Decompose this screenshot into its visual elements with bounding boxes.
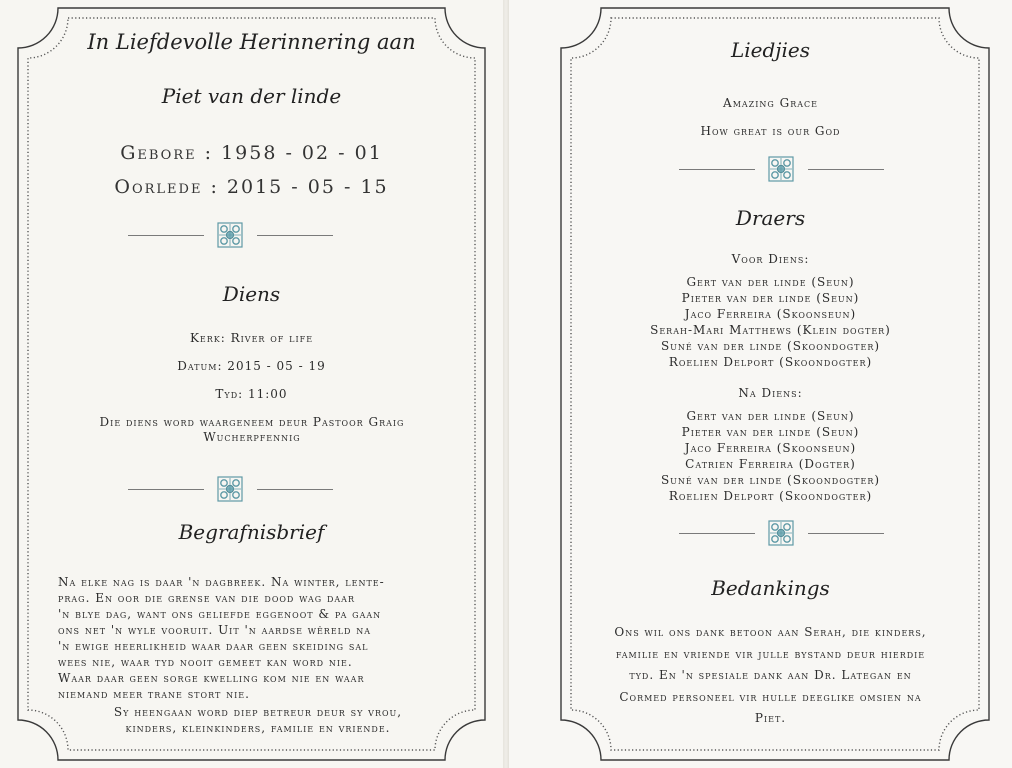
service-time-text: Tyd: 11:00 <box>215 387 288 401</box>
letter-line: prag. En oor die grense van die dood wag daar <box>58 591 355 605</box>
list-item: Gert van der linde (Seun) <box>686 409 855 423</box>
list-item: Jaco Ferreira (Skoonseun) <box>684 307 857 321</box>
mourners-line: Sy heengaan word diep betreur deur sy vrou, <box>113 705 403 719</box>
letter-line: ons net 'n wyle vooruit. Uit 'n aardse wêreld na <box>58 623 371 637</box>
divider <box>0 222 503 250</box>
letter-body <box>58 574 458 702</box>
mourners-line: kinders, kleinkinders, familie en vriende. <box>125 721 391 735</box>
before-service-label: Voor Diens: <box>731 252 810 266</box>
ornament-icon <box>217 222 243 248</box>
letter-line: wees nie, waar tyd nooit gemeet kan word nie. <box>58 655 353 669</box>
letter-line: niemand meer trane stort nie. <box>58 687 250 701</box>
thanks-line: Ons wil ons dank betoon aan Serah, die kinders, <box>614 625 927 639</box>
list-item: Pieter van der linde (Seun) <box>681 425 860 439</box>
letter-line: 'n blye dag, want ons geliefde eggenoot & pa gaan <box>58 607 382 621</box>
list-item: Serah-Mari Matthews (Klein dogter) <box>650 323 891 337</box>
service-title: Diens <box>222 282 281 306</box>
right-page <box>509 0 1012 768</box>
after-service-list <box>519 408 1012 504</box>
thanks-line: Cormed personeel vir hulle deeglike omsien na <box>619 689 922 704</box>
birth-date: Gebore : 1958 - 02 - 01 <box>120 142 383 164</box>
ornament-icon <box>768 520 794 546</box>
officiant-text: Die diens word waargeneem deur Pastoor Graig Wucherpfennig <box>99 415 405 444</box>
letter-line: 'n ewige heerlikheid waar daar geen skeiding sal <box>58 639 369 653</box>
service-date-text: Datum: 2015 - 05 - 19 <box>177 359 326 373</box>
list-item: Pieter van der linde (Seun) <box>681 291 860 305</box>
letter-title: Begrafnisbrief <box>178 520 325 544</box>
church-text: Kerk: River of life <box>189 331 314 345</box>
letter-line: Waar daar geen sorge kwelling kom nie en waar <box>58 671 365 685</box>
list-item: Suné van der linde (Skoondogter) <box>660 339 881 353</box>
memorial-heading: In Liefdevolle Herinnering aan <box>87 30 416 54</box>
divider <box>0 476 503 504</box>
mourners-text <box>58 704 458 736</box>
thanks-line: familie en vriende vir julle bystand deur hierdie <box>615 646 926 661</box>
ornament-icon <box>217 476 243 502</box>
thanks-title: Bedankings <box>711 576 830 600</box>
thanks-line: Piet. <box>754 711 787 725</box>
list-item: Roelien Delport (Skoondogter) <box>668 355 873 369</box>
before-service-list <box>519 274 1012 370</box>
divider <box>519 156 1012 184</box>
ornament-icon <box>768 156 794 182</box>
thanks-body <box>519 622 1012 730</box>
list-item: Jaco Ferreira (Skoonseun) <box>684 441 857 455</box>
after-service-label: Na Diens: <box>738 386 803 400</box>
list-item: Catrien Ferreira (Dogter) <box>685 457 856 471</box>
list-item: Gert van der linde (Seun) <box>686 275 855 289</box>
song-item: How great is our God <box>700 124 841 138</box>
thanks-line: tyd. En 'n spesiale dank aan Dr. Lategan en <box>629 668 912 682</box>
death-date: Oorlede : 2015 - 05 - 15 <box>114 176 389 198</box>
divider <box>519 520 1012 548</box>
song-item: Amazing Grace <box>723 96 818 110</box>
list-item: Roelien Delport (Skoondogter) <box>668 489 873 503</box>
letter-line: Na elke nag is daar 'n dagbreek. Na winter, lente- <box>58 575 385 589</box>
left-page <box>0 0 503 768</box>
list-item: Suné van der linde (Skoondogter) <box>660 473 881 487</box>
songs-title: Liedjies <box>730 38 810 62</box>
deceased-name: Piet van der linde <box>161 84 342 108</box>
bearers-title: Draers <box>735 206 806 230</box>
